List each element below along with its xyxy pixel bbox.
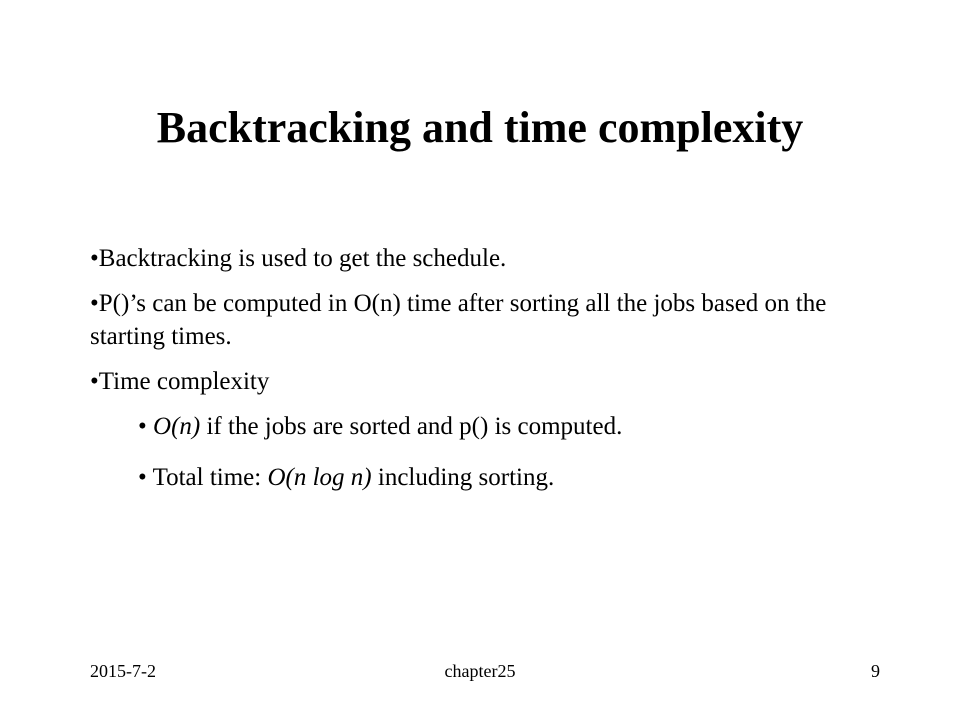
bullet-text: Backtracking is used to get the schedule.	[98, 245, 507, 272]
bullet-icon: •	[90, 368, 99, 395]
bullet-item	[90, 365, 890, 398]
bullet-item	[90, 287, 890, 353]
footer-date: 2015-7-2	[90, 661, 156, 681]
sub-bullet-item	[90, 461, 890, 494]
slide-title: Backtracking and time complexity	[156, 103, 804, 152]
bullet-item	[90, 242, 890, 275]
bullet-icon: •	[138, 413, 154, 440]
bullet-text: Time complexity	[98, 368, 270, 395]
bullet-icon: •	[90, 290, 99, 317]
bullet-icon: •	[138, 464, 153, 491]
bullet-icon: •	[90, 245, 99, 272]
slide-number: 9	[871, 661, 880, 681]
sub-bullet-prefix: Total time:	[152, 464, 268, 491]
slide-body	[90, 242, 890, 512]
footer-chapter: chapter25	[444, 661, 516, 681]
sub-bullet-item	[90, 410, 890, 443]
sub-bullet-text: if the jobs are sorted and p() is computed.	[200, 413, 623, 440]
bullet-text: P()’s can be computed in O(n) time after sorting all the jobs based on the starting times.	[90, 290, 827, 350]
complexity-formula: O(n)	[153, 413, 201, 440]
sub-bullet-text: including sorting.	[371, 464, 555, 491]
complexity-formula: O(n log n)	[267, 464, 372, 491]
